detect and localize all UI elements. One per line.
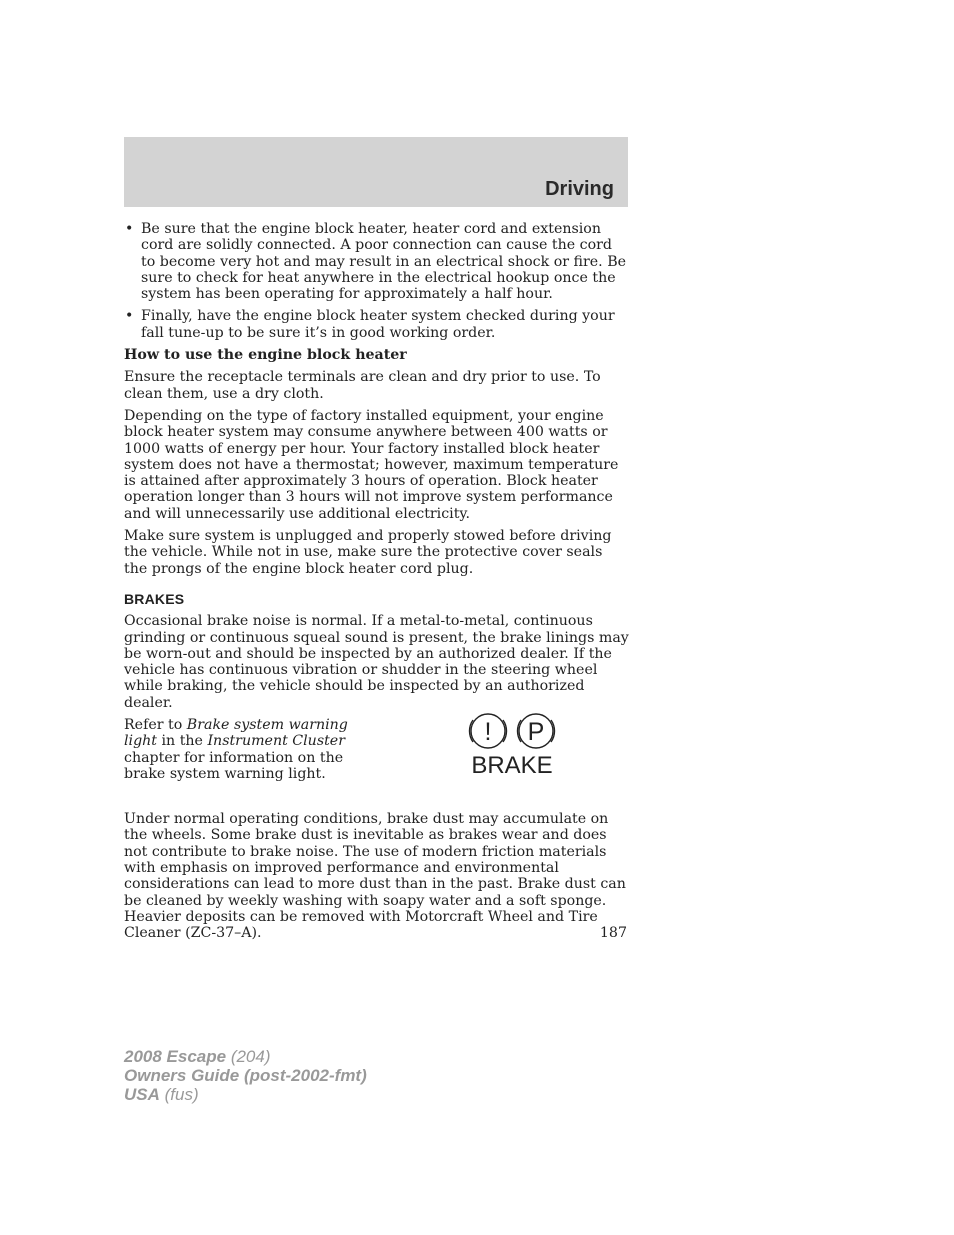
subheading: How to use the engine block heater <box>124 347 407 364</box>
brakes-paragraph: Occasional brake noise is normal. If a metal-to-metal, continuous grinding or continuous squeal sound is present, the brake linings may be worn-out and should be inspected by an authorized dealer. If the vehicle has continuous vibration or shudder in the steering wheel while braking, the vehicle should be inspected by an authorized dealer. <box>124 613 629 711</box>
refer-row <box>124 717 630 797</box>
section-header-band <box>124 137 628 207</box>
paragraph: Make sure system is unplugged and properly stowed before driving the vehicle. While not in use, make sure the protective cover seals the prongs of the engine block heater cord plug. <box>124 528 612 577</box>
refer-prefix: Refer to <box>124 717 187 734</box>
footer-line <box>124 1085 367 1104</box>
footer-model: 2008 Escape <box>124 1047 227 1066</box>
brake-label: BRAKE <box>471 752 553 778</box>
exclamation-glyph: ! <box>484 718 492 747</box>
bullet-list <box>124 221 630 341</box>
page-content <box>124 221 630 947</box>
refer-brake-warning-light: Brake system warning light <box>124 717 348 750</box>
brakes-heading: BRAKES <box>124 590 185 607</box>
brake-warning-icon <box>464 711 564 777</box>
refer-text <box>124 717 384 782</box>
bullet-item: • Finally, have the engine block heater system checked during your fall tune-up to be sure it’s in good working order. <box>124 308 630 341</box>
footer-line <box>124 1066 367 1085</box>
section-title: Driving <box>545 178 614 200</box>
paragraph: Depending on the type of factory installed equipment, your engine block heater system may consume anywhere between 400 watts or 1000 watts of energy per hour. Your factory installed block heater system does not have a thermostat; however, maximum temperature is attained after approximately 3 hours of operation. Block heater operation longer than 3 hours will not improve system performance and will unnecessarily use additional electricity. <box>124 407 619 522</box>
refer-instrument-cluster: Instrument Cluster <box>207 733 345 750</box>
brakes-paragraph: Under normal operating conditions, brake dust may accumulate on the wheels. Some brake dust is inevitable as brakes wear and does not contribute to brake noise. The use of modern friction materials with emphasis on improved performance and environmental considerations can lead to more dust than in the past. Brake dust can be cleaned by weekly washing with soapy water and a soft sponge. Heavier deposits can be removed with Motorcraft Wheel and Tire Cleaner (ZC-37–A). <box>124 811 626 942</box>
footer <box>124 1047 367 1104</box>
refer-middle: in the <box>157 733 208 750</box>
footer-model-code: (204) <box>226 1047 271 1066</box>
paragraph: Ensure the receptacle terminals are clean and dry prior to use. To clean them, use a dry cloth. <box>124 369 601 402</box>
footer-line <box>124 1047 367 1066</box>
footer-region: USA <box>124 1085 160 1104</box>
park-glyph: P <box>527 718 545 747</box>
page-number: 187 <box>599 925 627 941</box>
footer-guide: Owners Guide (post-2002-fmt) <box>124 1066 367 1085</box>
refer-suffix: chapter for information on the brake system warning light. <box>124 749 344 782</box>
bullet-item: • Be sure that the engine block heater, heater cord and extension cord are solidly connected. A poor connection can cause the cord to become very hot and may result in an electrical shock or fire. Be sure to check for heat anywhere in the electrical hookup once the system has been operating for approximately a half hour. <box>124 221 630 302</box>
footer-region-code: (fus) <box>159 1085 199 1104</box>
